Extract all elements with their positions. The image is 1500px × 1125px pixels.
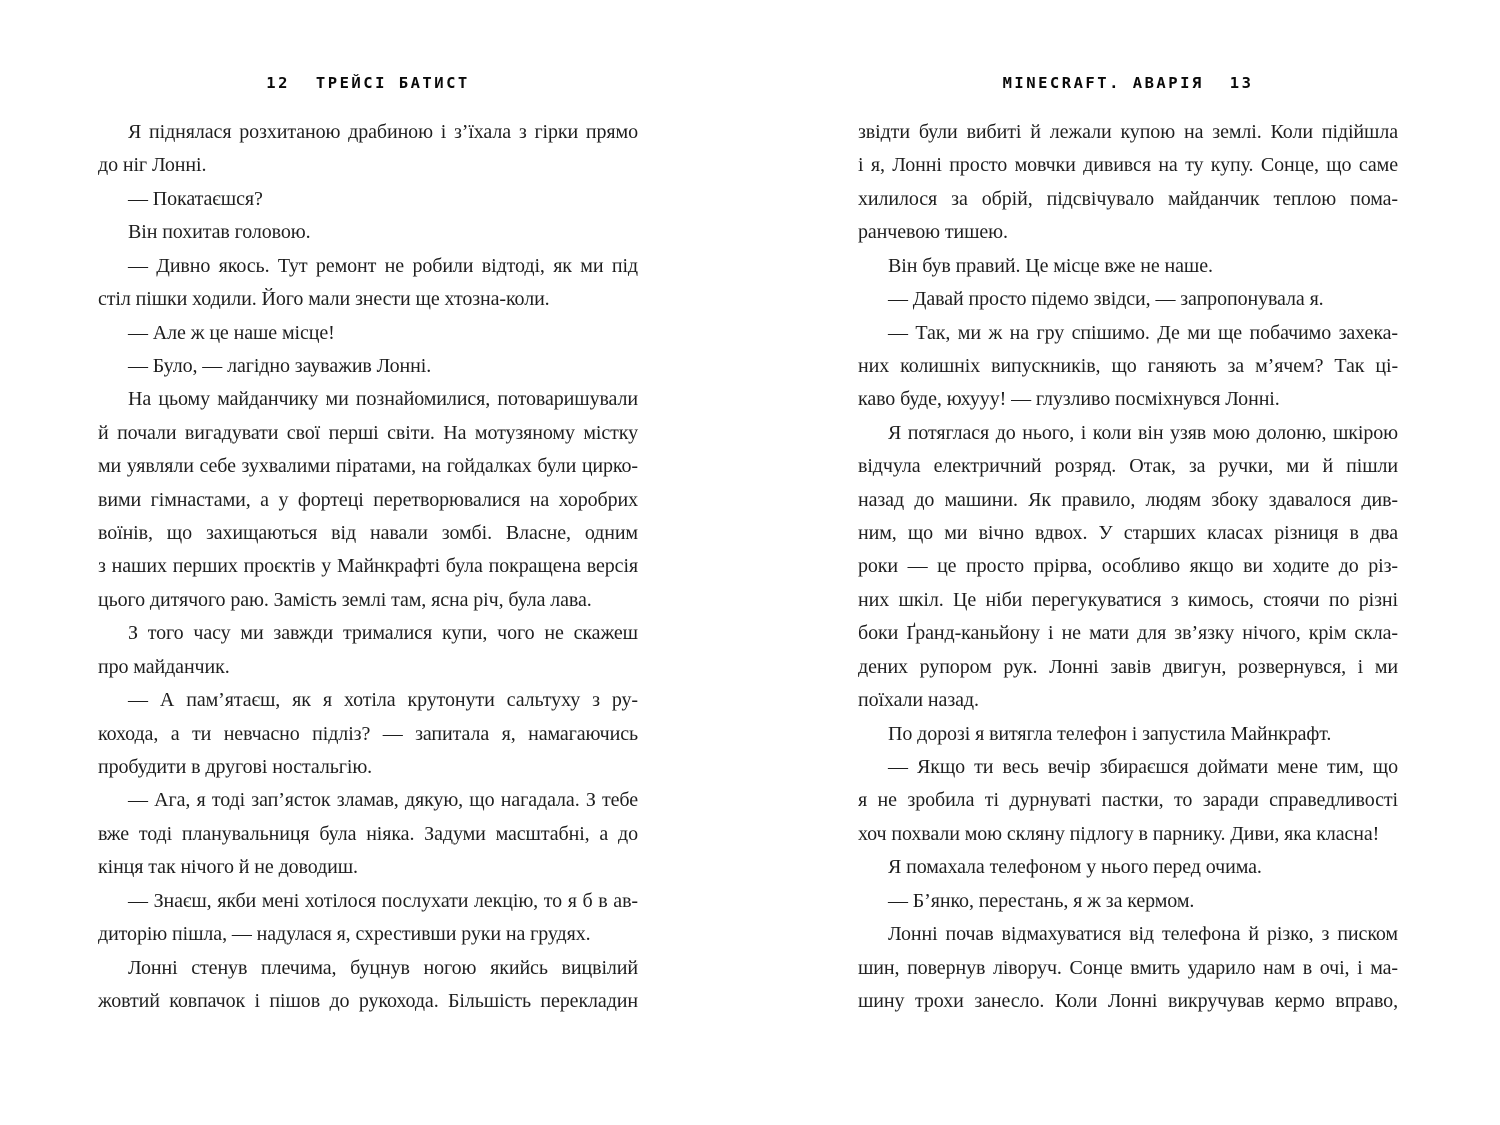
text-line: — Ага, я тоді зап’ясток зламав, дякую, що нагадала. З тебе <box>128 789 638 812</box>
text-column-left <box>98 116 638 1018</box>
running-head-left <box>98 74 638 92</box>
text-line: — Покатаєшся? <box>128 187 263 210</box>
text-line: пробудити в другові ностальгію. <box>98 756 373 779</box>
text-line: відчула електричний розряд. Отак, за ручки, ми й пішли <box>858 455 1398 478</box>
running-title-left: ТРЕЙСІ БАТИСТ <box>315 74 470 92</box>
text-line: — Знаєш, якби мені хотілося послухати лекцію, то я б в ав- <box>128 889 638 912</box>
text-line: — Дивно якось. Тут ремонт не робили відтоді, як ми під <box>128 254 638 277</box>
text-line: них колишніх випускників, що ганяють за м’ячем? Так ці- <box>858 354 1398 377</box>
running-head-right <box>858 74 1398 92</box>
text-line: вже тоді планувальниця була ніяка. Задуми масштабні, а до <box>98 822 638 845</box>
text-line: боки Ґранд-каньйону і не мати для зв’язку нічого, крім скла- <box>858 622 1398 645</box>
text-line: З того часу ми завжди трималися купи, чого не скажеш <box>128 622 638 645</box>
text-line: цього дитячого раю. Замість землі там, ясна річ, була лава. <box>98 588 592 611</box>
running-title-right: MINECRAFT. АВАРІЯ <box>1002 74 1204 92</box>
text-line: і я, Лонні просто мовчки дивився на ту купу. Сонце, що саме <box>858 154 1398 177</box>
text-line: жовтий ковпачок і пішов до рукохода. Більшість перекладин <box>98 989 638 1012</box>
text-line: про майданчик. <box>98 655 230 678</box>
text-line: Лонні почав відмахуватися від телефона й різко, з писком <box>888 923 1398 946</box>
text-line: Я піднялася розхитаною драбиною і з’їхала з гірки прямо <box>128 121 638 143</box>
text-line: з наших перших проєктів у Майнкрафті була покращена версія <box>98 555 638 578</box>
text-line: Я помахала телефоном у нього перед очима. <box>888 856 1262 879</box>
text-line: й почали вигадувати свої перші світи. На мотузяному містку <box>98 421 638 444</box>
text-line: — Але ж це наше місце! <box>128 321 335 344</box>
text-line: — Б’янко, перестань, я ж за кермом. <box>888 889 1195 912</box>
text-line: хилилося за обрій, підсвічувало майданчик теплою пома- <box>858 187 1398 210</box>
text-line: — Було, — лагідно зауважив Лонні. <box>128 354 432 377</box>
text-line: кінця так нічого й не доводиш. <box>98 856 358 879</box>
text-line: назад до машини. Як правило, людям збоку здавалося див- <box>858 488 1398 511</box>
page-right <box>750 0 1500 1125</box>
text-line: каво буде, юхууу! — глузливо посміхнувся Лонні. <box>858 388 1280 411</box>
page-number-left: 12 <box>266 74 290 92</box>
text-line: — Якщо ти весь вечір збираєшся доймати мене тим, що <box>888 756 1398 779</box>
text-line: диторію пішла, — надулася я, схрестивши руки на грудях. <box>98 923 591 946</box>
text-column-right <box>858 116 1398 1018</box>
text-line: ми уявляли себе зухвалими піратами, на гойдалках були цирко- <box>98 455 638 478</box>
text-line: вими гімнастами, а у фортеці перетворювалися на хоробрих <box>98 488 638 511</box>
text-line: звідти були вибиті й лежали купою на землі. Коли підійшла <box>858 121 1398 143</box>
page-number-right: 13 <box>1229 74 1254 92</box>
text-line: воїнів, що захищаються від навали зомбі. Власне, одним <box>98 522 638 545</box>
text-line: По дорозі я витягла телефон і запустила Майнкрафт. <box>888 722 1332 745</box>
text-line: Лонні стенув плечима, буцнув ногою якийсь вицвілий <box>128 956 638 979</box>
text-line: поїхали назад. <box>858 689 979 712</box>
text-line: ним, що ми вічно вдвох. У старших класах різниця в два <box>858 522 1398 545</box>
text-line: — Так, ми ж на гру спішимо. Де ми ще побачимо захека- <box>888 321 1398 344</box>
text-line: Він похитав головою. <box>128 221 311 244</box>
text-line: Я потяглася до нього, і коли він узяв мою долоню, шкірою <box>888 421 1398 444</box>
text-line: роки — це просто прірва, особливо якщо ви ходите до різ- <box>858 555 1398 578</box>
text-line: шин, повернув ліворуч. Сонце вмить ударило нам в очі, і ма- <box>858 956 1398 979</box>
text-line: — Давай просто підемо звідси, — запропонувала я. <box>888 288 1324 311</box>
text-line: хоч похвали мою скляну підлогу в парнику. Диви, яка класна! <box>858 822 1380 845</box>
text-line: шину трохи занесло. Коли Лонні викручував кермо вправо, <box>858 989 1398 1012</box>
text-line: до ніг Лонні. <box>98 154 207 177</box>
text-line: кохода, а ти невчасно підліз? — запитала я, намагаючись <box>98 722 638 745</box>
text-line: На цьому майданчику ми познайомилися, потоваришували <box>128 388 638 411</box>
text-line: Він був правий. Це місце вже не наше. <box>888 254 1213 277</box>
text-line: дених рупором рук. Лонні завів двигун, розвернувся, і ми <box>858 655 1398 678</box>
text-line: стіл пішки ходили. Його мали знести ще хтозна-коли. <box>98 288 550 311</box>
text-line: я не зробила ті дурнуваті пастки, то заради справедливості <box>858 789 1398 812</box>
text-line: — А пам’ятаєш, як я хотіла крутонути сальтуху з ру- <box>128 689 638 712</box>
text-line: ранчевою тишею. <box>858 221 1008 244</box>
text-line: них шкіл. Це ніби перегукуватися з кимось, стоячи по різні <box>858 588 1398 611</box>
